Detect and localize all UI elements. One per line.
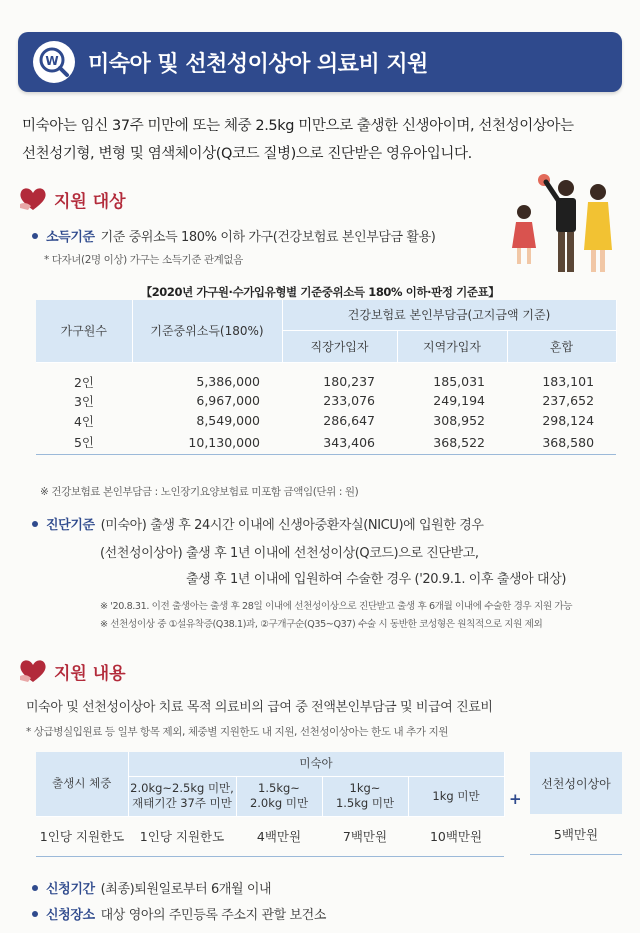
table-cell: 185,031 (433, 374, 485, 389)
content-note: * 상급병실입원료 등 일부 항목 제외, 체중별 지원한도 내 지원, 선천성이상아는 한도 내 추가 지원 (26, 726, 449, 738)
table-cell: 10백만원 (408, 816, 504, 856)
table-cell: 3인 (73, 393, 95, 409)
table-cell: 5인 (36, 431, 132, 455)
magnifier-won-icon (32, 40, 76, 84)
header-premature: 미숙아 (128, 752, 504, 776)
section-heading-target (18, 186, 126, 212)
income-criteria (32, 226, 435, 245)
header-weight-col: 1kg 미만 (408, 776, 504, 816)
table-row (36, 431, 616, 455)
header-weight-col (322, 776, 408, 816)
intro-line: 선천성기형, 변형 및 염색체이상(Q코드 질병)으로 진단받은 영유아입니다. (22, 146, 472, 162)
table-cell: 6,967,000 (196, 393, 260, 408)
plus-sign: + (509, 790, 522, 808)
table-row (36, 411, 616, 431)
header-line: 1kg~ (349, 781, 381, 795)
table-row (530, 814, 622, 854)
application-period (32, 878, 271, 897)
application-place (32, 904, 326, 923)
header-weight-col (236, 776, 322, 816)
table-cell: 343,406 (282, 431, 397, 455)
svg-text:W: W (45, 54, 59, 68)
income-criteria-text: 기준 중위소득 180% 이하 가구(건강보험료 본인부담금 활용) (100, 230, 436, 245)
diagnosis-note: ※ '20.8.31. 이전 출생아는 출생 후 28일 이내에 선천성이상으로 진단받고 출생 후 6개월 이내에 수술한 경우 지원 가능 (100, 601, 573, 612)
application-place-key: 신청장소 (46, 908, 95, 923)
header-workplace: 직장가입자 (282, 330, 397, 362)
table-cell: 5백만원 (530, 814, 622, 854)
table-cell: 233,076 (323, 393, 375, 408)
bullet-dot (32, 911, 38, 917)
row-label: 1인당 지원한도 (36, 816, 128, 856)
header-median-income: 기준중위소득(180%) (132, 300, 282, 362)
header-congenital: 선천성이상아 (530, 752, 622, 814)
table-note: ※ 건강보험료 본인부담금 : 노인장기요양보험료 미포함 금액임(단위 : 원) (40, 486, 359, 498)
table-cell: 180,237 (323, 374, 375, 389)
header-line: 재태기간 37주 미만 (132, 796, 232, 810)
table-cell: 1인당 지원한도 (128, 816, 236, 856)
header-household: 가구원수 (36, 300, 132, 362)
table-caption: 【2020년 가구원·수가입유형별 기준중위소득 180% 이하·판정 기준표】 (140, 285, 500, 299)
diagnosis-line: (선천성이상아) 출생 후 1년 이내에 선천성이상(Q코드)으로 진단받고, (100, 546, 479, 561)
table-cell: 7백만원 (322, 816, 408, 856)
header-regional: 지역가입자 (397, 330, 507, 362)
table-row (36, 391, 616, 411)
diagnosis-note: ※ 선천성이상 중 ①설유착증(Q38.1)과, ②구개구순(Q35~Q37) 수술 시 동반한 코성형은 원칙적으로 지원 제외 (100, 619, 543, 630)
table-cell: 183,101 (542, 374, 595, 389)
table-cell: 298,124 (542, 413, 595, 428)
table-row (36, 362, 616, 391)
content-description: 미숙아 및 선천성이상아 치료 목적 의료비의 급여 중 전액본인부담금 및 비급여 진료비 (26, 700, 493, 715)
congenital-table (530, 752, 622, 855)
header-weight-col (128, 776, 236, 816)
header-line: 1.5kg 미만 (335, 796, 395, 810)
header-birth-weight: 출생시 체중 (36, 752, 128, 816)
heart-hand-icon (18, 186, 48, 212)
table-cell: 308,952 (433, 413, 485, 428)
intro-line: 미숙아는 임신 37주 미만에 또는 체중 2.5kg 미만으로 출생한 신생아이며, 선천성이상아는 (22, 118, 574, 134)
diagnosis-criteria-key: 진단기준 (46, 518, 95, 533)
support-limit-table (36, 752, 505, 857)
section-title: 지원 대상 (54, 191, 126, 212)
heart-hand-icon (18, 658, 48, 684)
family-illustration (500, 170, 622, 278)
diagnosis-line: (미숙아) 출생 후 24시간 이내에 신생아중환자실(NICU)에 입원한 경우 (100, 518, 484, 533)
table-cell: 4백만원 (236, 816, 322, 856)
income-table (36, 300, 617, 455)
page-title: 미숙아 및 선천성이상아 의료비 지원 (88, 51, 428, 77)
table-cell: 8,549,000 (196, 413, 260, 428)
bullet-dot (32, 885, 38, 891)
table-cell: 10,130,000 (132, 431, 282, 455)
table-cell: 286,647 (323, 413, 375, 428)
bullet-dot (32, 233, 38, 239)
bullet-dot (32, 521, 38, 527)
header-line: 1.5kg~ (258, 781, 300, 795)
table-row (36, 816, 504, 856)
table-cell: 237,652 (542, 393, 595, 408)
section-title: 지원 내용 (54, 663, 126, 684)
title-banner (18, 32, 622, 92)
intro-text (22, 112, 622, 168)
table-cell: 368,522 (397, 431, 507, 455)
diagnosis-criteria (32, 514, 484, 533)
application-period-text: (최종)퇴원일로부터 6개월 이내 (100, 882, 272, 897)
application-period-key: 신청기간 (46, 882, 95, 897)
diagnosis-line: 출생 후 1년 이내에 입원하여 수술한 경우 ('20.9.1. 이후 출생아 대상) (186, 572, 567, 587)
table-cell: 4인 (73, 413, 95, 429)
header-premium: 건강보험료 본인부담금(고지금액 기준) (282, 300, 616, 330)
section-heading-content (18, 658, 126, 684)
table-cell: 368,580 (507, 431, 616, 455)
application-place-text: 대상 영아의 주민등록 주소지 관할 보건소 (100, 908, 326, 923)
table-cell: 249,194 (433, 393, 485, 408)
table-cell: 5,386,000 (196, 374, 260, 389)
header-line: 2.0kg~2.5kg 미만, (130, 781, 234, 795)
income-criteria-key: 소득기준 (46, 230, 95, 245)
header-mixed: 혼합 (507, 330, 616, 362)
table-cell: 2인 (73, 374, 95, 390)
header-line: 2.0kg 미만 (249, 796, 309, 810)
income-note: * 다자녀(2명 이상) 가구는 소득기준 관계없음 (44, 254, 243, 266)
